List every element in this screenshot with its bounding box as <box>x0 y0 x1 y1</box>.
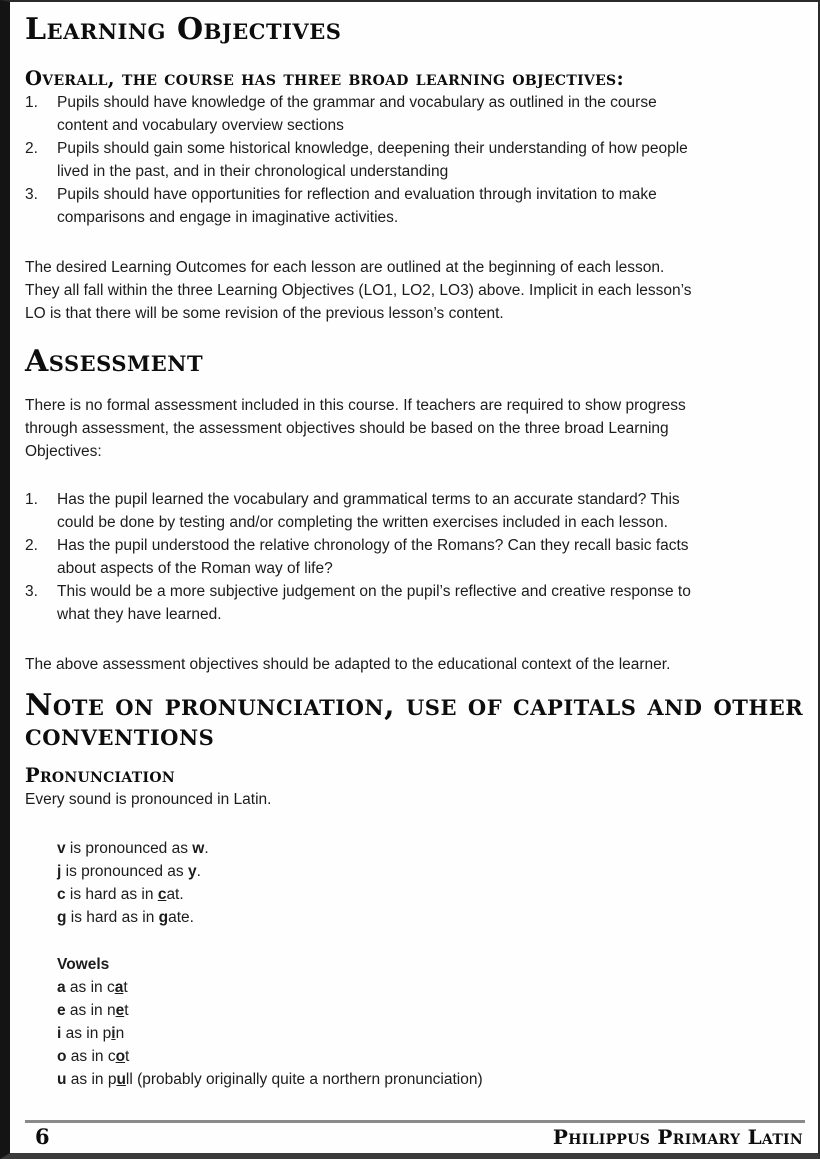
text-segment: c <box>157 886 167 903</box>
text-segment: is hard as in <box>66 909 159 926</box>
text-segment: is pronounced as <box>65 840 193 857</box>
text-segment: t <box>123 979 128 996</box>
text-line: comparisons and engage in imaginative activities. <box>57 209 399 226</box>
text-segment: is pronounced as <box>61 863 188 880</box>
assessment-intro-paragraph <box>25 394 805 463</box>
list-item <box>25 580 805 626</box>
list-item <box>25 488 805 534</box>
text-line: about aspects of the Roman way of life? <box>57 560 333 577</box>
vowel-rule-i <box>57 1022 805 1045</box>
text-segment: i <box>57 1025 62 1042</box>
text-line: LO is that there will be some revision of the previous lesson’s content. <box>25 305 504 322</box>
text-line: There is no formal assessment included in this course. If teachers are required to show progress <box>25 397 686 414</box>
consonant-rule-c <box>57 883 805 906</box>
text-segment: o <box>115 1048 126 1065</box>
text-segment: as in c <box>65 979 115 996</box>
vowels-block <box>57 953 805 1091</box>
text-segment: as in c <box>66 1048 116 1065</box>
text-line: The above assessment objectives should be adapted to the educational context of the learner. <box>25 656 671 673</box>
consonant-rule-v <box>57 837 805 860</box>
section-title-assessment: Assessment <box>25 344 204 379</box>
text-segment: at. <box>166 886 184 903</box>
assessment-objectives-list <box>25 488 805 626</box>
text-line: could be done by testing and/or completing the written exercises included in each lesson. <box>57 514 668 531</box>
text-segment: as in n <box>65 1002 116 1019</box>
text-segment: e <box>115 1002 125 1019</box>
text-segment: as in p <box>61 1025 112 1042</box>
section-title-note-on-pronunciation <box>25 688 805 753</box>
text-segment: as in p <box>66 1071 117 1088</box>
vowel-rule-o <box>57 1045 805 1068</box>
list-item-number: 1. <box>25 94 38 111</box>
text-segment: ate. <box>168 909 194 926</box>
consonant-rules-block <box>57 837 805 929</box>
text-segment: a <box>57 979 66 996</box>
list-item-text <box>57 91 805 137</box>
list-item-text <box>57 488 805 534</box>
list-item-text <box>57 183 805 229</box>
text-segment: e <box>57 1002 66 1019</box>
vowel-rule-u <box>57 1068 805 1091</box>
text-segment: t <box>125 1048 130 1065</box>
page-number: 6 <box>35 1124 50 1149</box>
list-item-text <box>57 534 805 580</box>
text-segment: t <box>124 1002 129 1019</box>
text-segment: n <box>115 1025 125 1042</box>
text-line: Note on pronunciation, use of capitals and other <box>25 688 804 723</box>
list-item-number: 1. <box>25 491 38 508</box>
text-line: Has the pupil learned the vocabulary and grammatical terms to an accurate standard? This <box>57 491 680 508</box>
text-segment: is hard as in <box>65 886 158 903</box>
text-line: content and vocabulary overview sections <box>57 117 344 134</box>
text-segment: g <box>158 909 169 926</box>
vowels-heading: Vowels <box>57 956 110 973</box>
text-line: through assessment, the assessment objectives should be based on the three broad Learning <box>25 420 669 437</box>
list-item <box>25 137 805 183</box>
page-footer <box>25 1120 805 1149</box>
list-item <box>25 183 805 229</box>
footer-divider <box>25 1120 805 1123</box>
text-segment: w <box>192 840 205 857</box>
outcomes-paragraph <box>25 256 805 325</box>
text-line: what they have learned. <box>57 606 222 623</box>
subheading-broad-objectives: Overall, the course has three broad learning objectives: <box>25 67 624 90</box>
text-line: Pupils should gain some historical knowledge, deepening their understanding of how people <box>57 140 688 157</box>
text-segment: ll (probably originally quite a northern pronunciation) <box>125 1071 483 1088</box>
text-segment: . <box>204 840 209 857</box>
book-title: Philippus Primary Latin <box>552 1125 803 1149</box>
footer-row <box>25 1125 805 1149</box>
text-line: Pupils should have knowledge of the grammar and vocabulary as outlined in the course <box>57 94 657 111</box>
learning-objectives-list <box>25 91 805 229</box>
text-segment: c <box>57 886 66 903</box>
text-segment: . <box>196 863 201 880</box>
pronunciation-intro <box>25 788 805 811</box>
list-item-text <box>57 137 805 183</box>
text-line: lived in the past, and in their chronological understanding <box>57 163 449 180</box>
vowel-rule-e <box>57 999 805 1022</box>
text-line: conventions <box>25 718 215 753</box>
page-content <box>10 2 818 1091</box>
subheading-pronunciation: Pronunciation <box>25 764 175 787</box>
list-item-number: 3. <box>25 186 38 203</box>
text-segment: u <box>116 1071 126 1088</box>
text-segment: j <box>57 863 62 880</box>
text-segment: y <box>187 863 197 880</box>
list-item-number: 2. <box>25 537 38 554</box>
pronunciation-intro-line: Every sound is pronounced in Latin. <box>25 791 272 808</box>
text-line: The desired Learning Outcomes for each lesson are outlined at the beginning of each lesson. <box>25 259 665 276</box>
text-segment: a <box>114 979 124 996</box>
consonant-rule-j <box>57 860 805 883</box>
text-segment: u <box>57 1071 67 1088</box>
text-line: Objectives: <box>25 443 102 460</box>
list-item-number: 2. <box>25 140 38 157</box>
vowel-rule-a <box>57 976 805 999</box>
list-item-number: 3. <box>25 583 38 600</box>
consonant-rule-g <box>57 906 805 929</box>
text-line: They all fall within the three Learning Objectives (LO1, LO2, LO3) above. Implicit in each lesson’s <box>25 282 692 299</box>
section-title-learning-objectives: Learning Objectives <box>25 12 342 47</box>
text-line: Pupils should have opportunities for reflection and evaluation through invitation to make <box>57 186 657 203</box>
text-segment: v <box>57 840 66 857</box>
list-item <box>25 534 805 580</box>
text-segment: o <box>57 1048 67 1065</box>
assessment-closing-paragraph <box>25 653 805 676</box>
list-item-text <box>57 580 805 626</box>
list-item <box>25 91 805 137</box>
text-line: Has the pupil understood the relative chronology of the Romans? Can they recall basic facts <box>57 537 689 554</box>
text-segment: i <box>111 1025 116 1042</box>
text-segment: g <box>57 909 67 926</box>
text-line: This would be a more subjective judgement on the pupil’s reflective and creative response to <box>57 583 691 600</box>
